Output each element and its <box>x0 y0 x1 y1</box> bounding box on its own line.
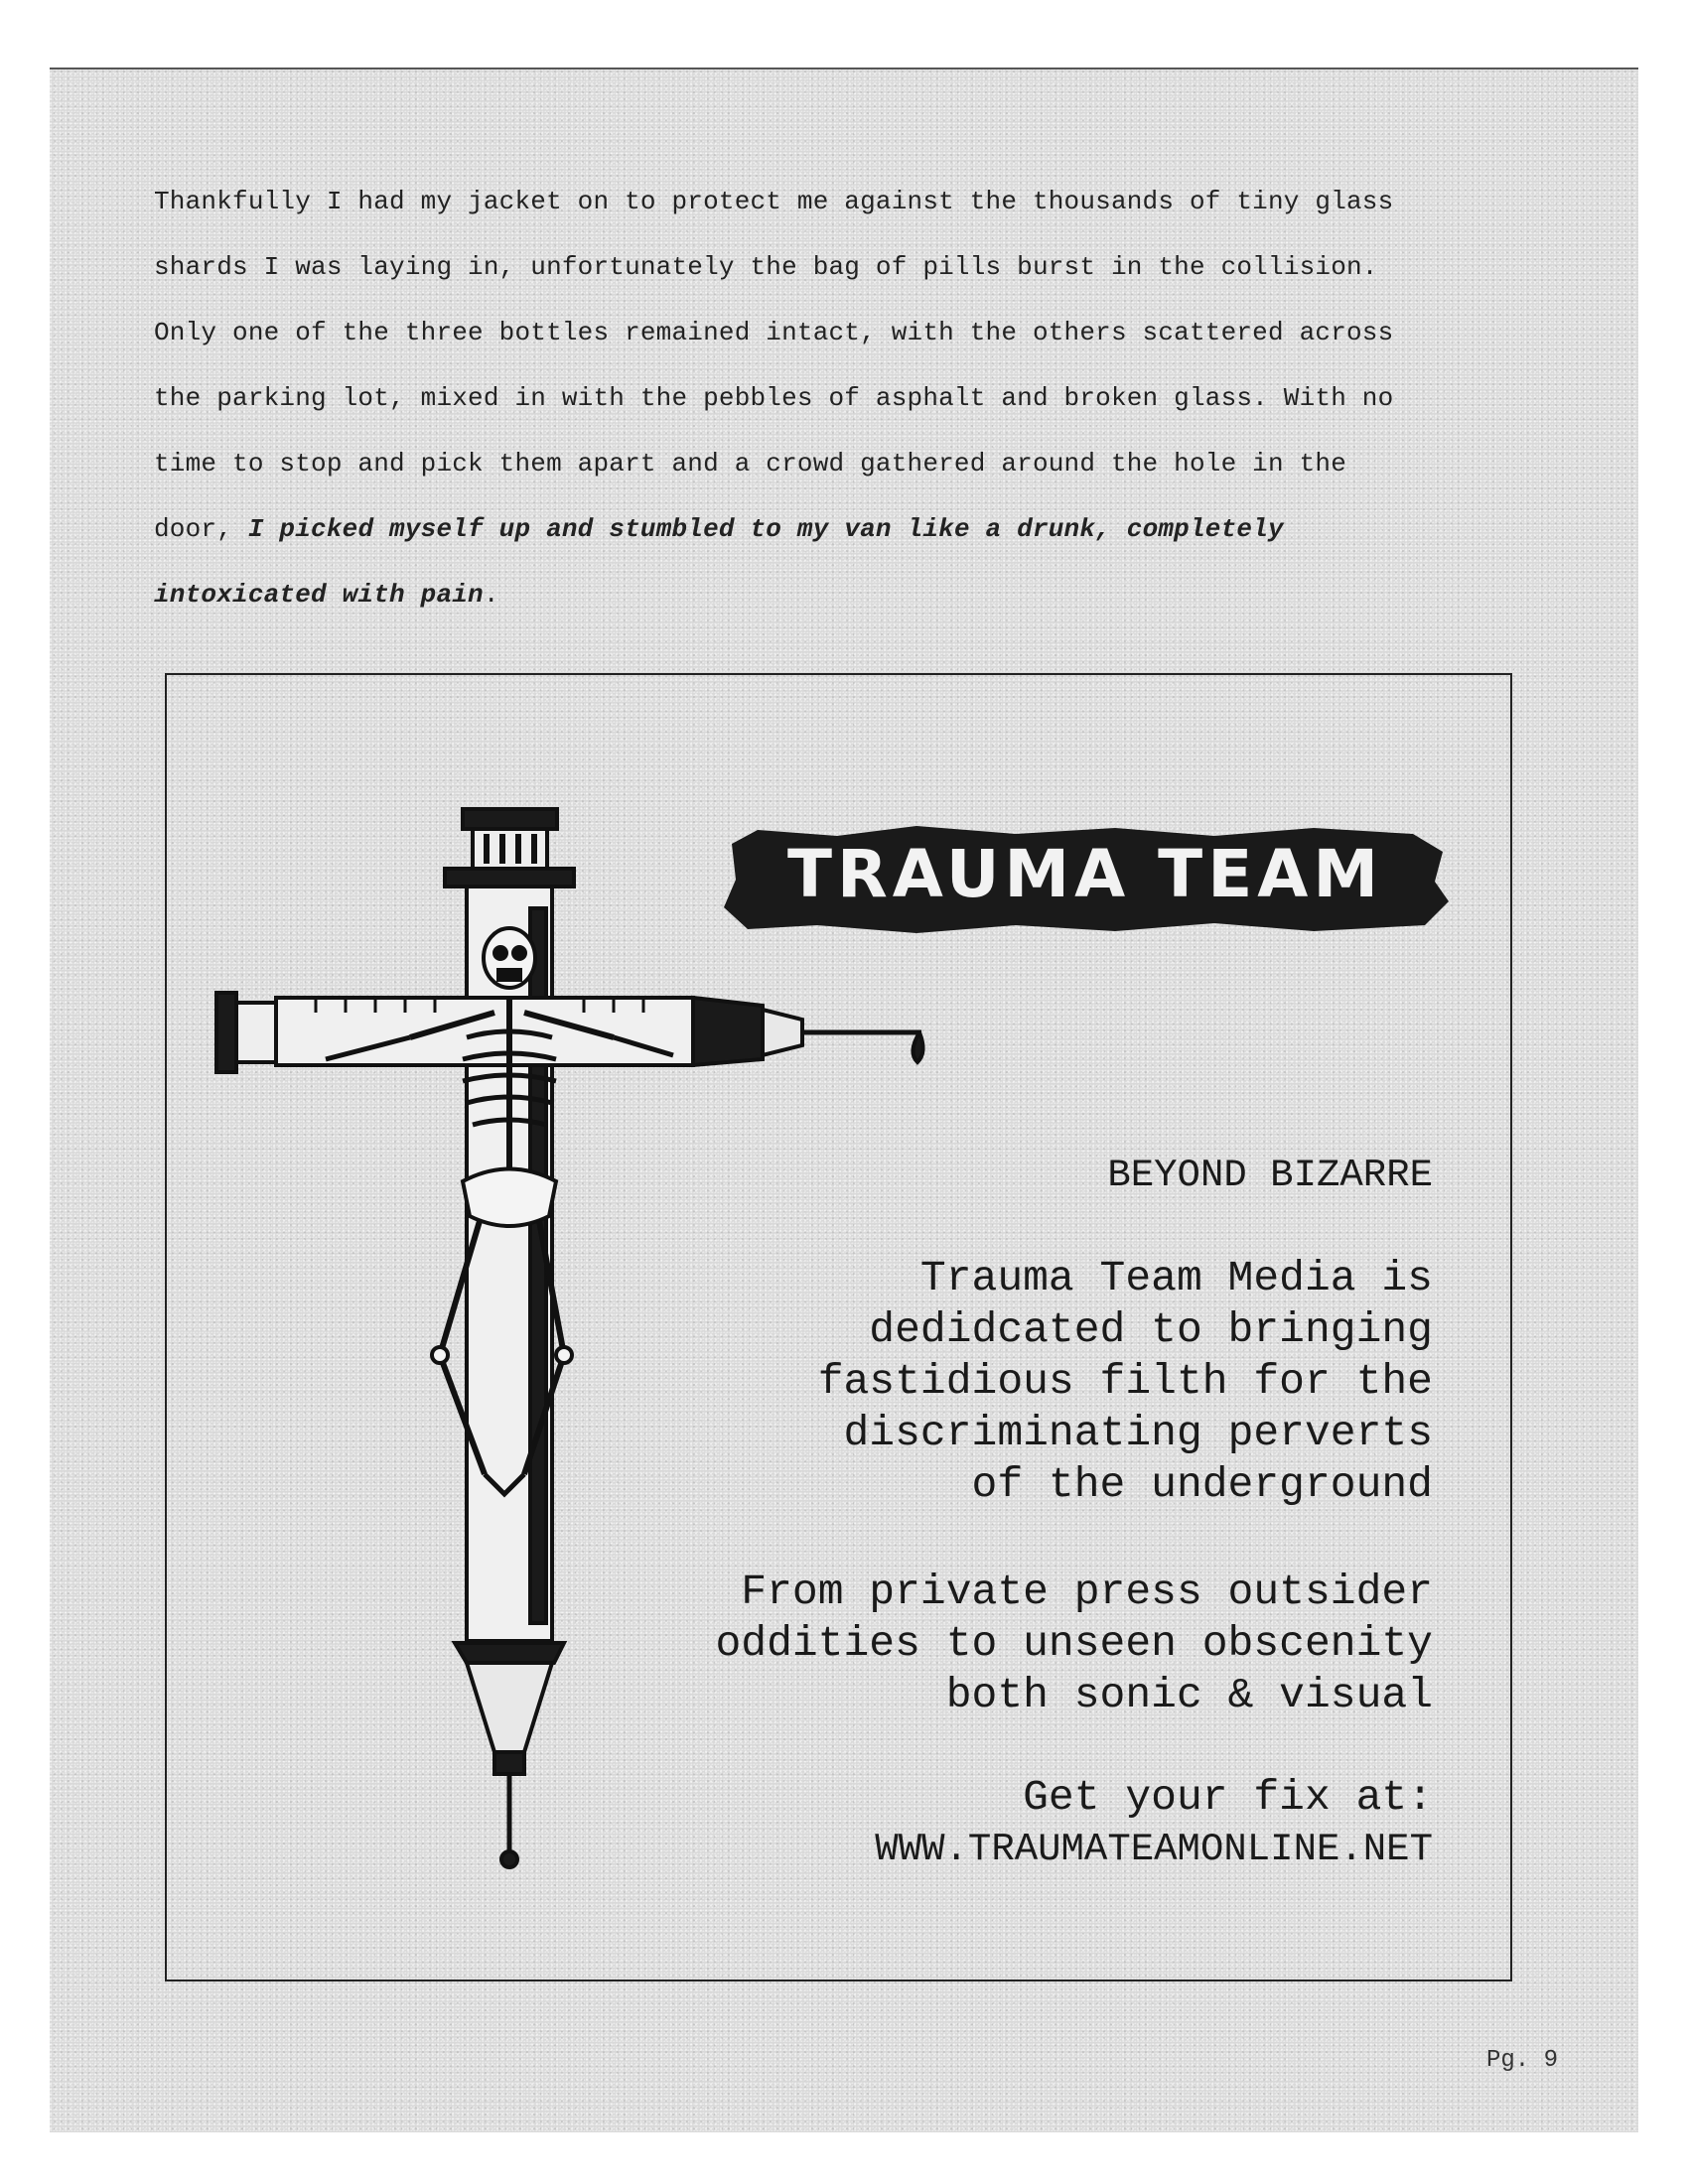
paragraph-line: dedidcated to bringing <box>869 1305 1433 1354</box>
story-emphasis-text: intoxicated with pain <box>154 580 484 610</box>
story-line <box>154 562 1544 627</box>
story-plain-text: door, <box>154 514 248 544</box>
logo-text: TRAUMA TEAM <box>786 836 1384 912</box>
story-line: shards I was laying in, unfortunately the bag of pills burst in the collision. <box>154 252 1378 282</box>
paragraph-line: From private press outsider <box>741 1568 1433 1616</box>
advertisement-box <box>165 673 1512 1981</box>
page-number: Pg. 9 <box>1486 2047 1559 2074</box>
top-rule <box>50 68 1638 69</box>
call-to-action <box>875 1772 1433 1875</box>
story-line: the parking lot, mixed in with the pebbles of asphalt and broken glass. With no <box>154 383 1394 413</box>
paragraph-line: discriminating perverts <box>843 1409 1433 1457</box>
story-emphasis-text: I picked myself up and stumbled to my van like a drunk, completely <box>247 514 1284 544</box>
horizontal-syringe <box>216 993 923 1072</box>
story-text <box>154 169 1544 627</box>
paragraph-line: of the underground <box>971 1460 1433 1509</box>
offerings-paragraph <box>715 1567 1433 1721</box>
cta-text: Get your fix at: <box>1023 1773 1433 1822</box>
story-plain-text: . <box>483 580 499 610</box>
story-line <box>154 496 1544 562</box>
tagline: BEYOND BIZARRE <box>1107 1154 1433 1197</box>
mission-paragraph <box>818 1253 1433 1511</box>
story-line: time to stop and pick them apart and a crowd gathered around the hole in the <box>154 449 1346 478</box>
website-url[interactable]: WWW.TRAUMATEAMONLINE.NET <box>875 1828 1433 1871</box>
trauma-team-logo <box>718 822 1453 936</box>
paragraph-line: fastidious filth for the <box>817 1357 1433 1406</box>
story-line: Thankfully I had my jacket on to protect me against the thousands of tiny glass <box>154 187 1394 216</box>
paragraph-line: both sonic & visual <box>945 1671 1433 1719</box>
paragraph-line: oddities to unseen obscenity <box>715 1619 1433 1668</box>
paragraph-line: Trauma Team Media is <box>919 1254 1433 1302</box>
story-line: Only one of the three bottles remained intact, with the others scattered across <box>154 318 1394 347</box>
